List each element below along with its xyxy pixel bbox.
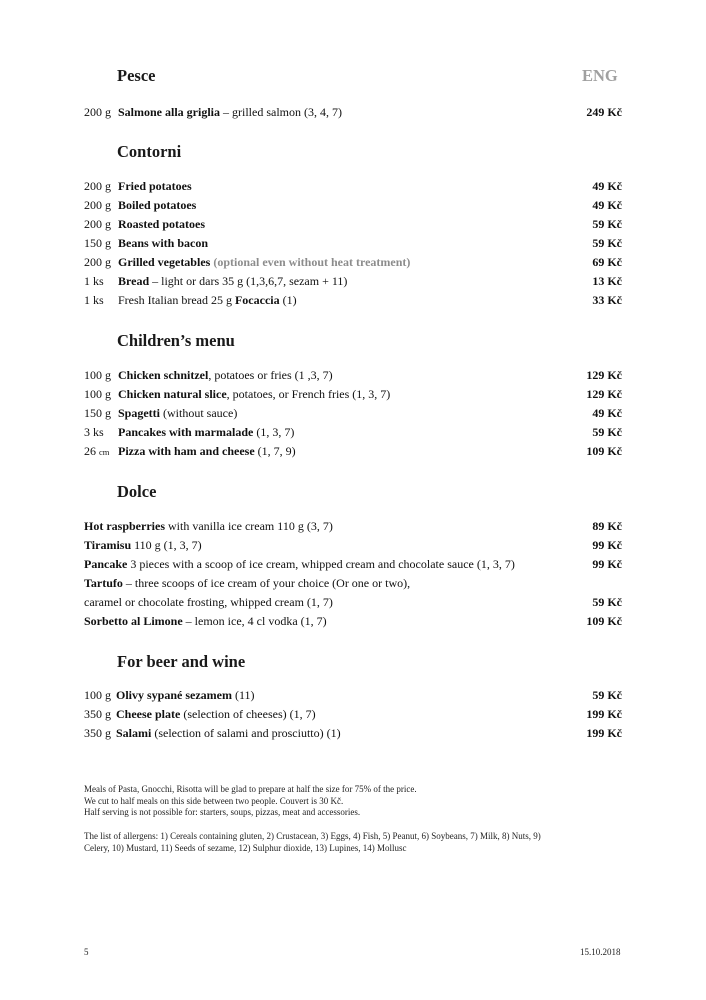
menu-item — [84, 517, 622, 535]
item-price: 49 Kč — [592, 406, 622, 420]
menu-item — [84, 196, 622, 214]
menu-item — [84, 291, 622, 309]
item-quantity-unit: cm — [99, 447, 110, 457]
item-description: (selection of salami and prosciutto) (1) — [151, 726, 341, 740]
menu-item — [84, 385, 622, 403]
item-price: 59 Kč — [592, 425, 622, 439]
note-couvert: We cut to half meals on this side between two people. Couvert is 30 Kč. — [84, 795, 344, 806]
item-description: 3 pieces with a scoop of ice cream, whipped cream and chocolate sauce (1, 3, 7) — [127, 557, 515, 571]
item-description: (1) — [279, 293, 297, 307]
item-name: Chicken schnitzel — [118, 368, 209, 382]
item-price: 59 Kč — [592, 236, 622, 250]
note-half-serving: Half serving is not possible for: starters, soups, pizzas, meat and accessories. — [84, 807, 361, 817]
item-name: Spagetti — [118, 406, 160, 420]
item-name: Hot raspberries — [84, 519, 165, 533]
section-title-dolce: Dolce — [117, 482, 157, 501]
menu-item — [84, 686, 622, 704]
item-price: 129 Kč — [586, 387, 622, 401]
notes-block — [84, 784, 417, 819]
menu-item — [84, 724, 622, 742]
item-name: Focaccia — [234, 293, 280, 307]
menu-item — [84, 574, 622, 592]
section-title-beer-wine: For beer and wine — [117, 652, 246, 671]
item-price: 99 Kč — [592, 538, 622, 552]
item-quantity: 350 g — [84, 707, 111, 721]
item-price: 99 Kč — [592, 557, 622, 571]
section-title-pesce: Pesce — [117, 66, 156, 85]
item-name: Grilled vegetables — [118, 255, 211, 269]
menu-item — [84, 442, 622, 460]
menu-item — [84, 177, 622, 195]
item-description: – grilled salmon (3, 4, 7) — [220, 105, 342, 119]
menu-item — [84, 705, 622, 723]
menu-item — [84, 423, 622, 441]
item-name: Bread — [118, 274, 150, 288]
item-price: 13 Kč — [592, 274, 622, 288]
item-price: 89 Kč — [592, 519, 622, 533]
item-name: Olivy sypané sezamem — [116, 688, 232, 702]
item-name: Sorbetto al Limone — [84, 614, 183, 628]
menu-item — [84, 234, 622, 252]
item-description: (11) — [232, 688, 255, 702]
item-quantity-number: 26 — [84, 444, 96, 458]
allergens-block — [84, 831, 541, 854]
menu-item — [84, 272, 622, 290]
item-price: 199 Kč — [586, 726, 622, 740]
note-half-size: Meals of Pasta, Gnocchi, Risotta will be glad to prepare at half the size for 75% of the price. — [84, 784, 417, 794]
item-price: 249 Kč — [586, 105, 622, 119]
menu-item — [84, 366, 622, 384]
item-quantity — [84, 442, 109, 461]
item-quantity: 1 ks — [84, 274, 104, 288]
section-title-children: Children’s menu — [117, 331, 235, 350]
item-description: – lemon ice, 4 cl vodka (1, 7) — [182, 614, 327, 628]
item-name: Chicken natural slice — [118, 387, 227, 401]
menu-item — [84, 555, 622, 573]
item-quantity: 100 g — [84, 387, 111, 401]
language-label: ENG — [582, 66, 618, 85]
item-note: (optional even without heat treatment) — [210, 255, 411, 269]
item-quantity: 100 g — [84, 688, 111, 702]
item-quantity: 1 ks — [84, 293, 104, 307]
menu-item — [84, 215, 622, 233]
item-price: 129 Kč — [586, 368, 622, 382]
menu-item-continuation — [84, 593, 622, 611]
menu-item — [84, 103, 622, 121]
item-description: , potatoes or fries (1 ,3, 7) — [208, 368, 333, 382]
item-name: Roasted potatoes — [118, 217, 205, 231]
item-name: Cheese plate — [116, 707, 181, 721]
item-quantity: 200 g — [84, 179, 111, 193]
menu-item — [84, 404, 622, 422]
menu-item — [84, 536, 622, 554]
menu-item — [84, 612, 622, 630]
item-quantity: 200 g — [84, 255, 111, 269]
item-description: with vanilla ice cream 110 g (3, 7) — [164, 519, 333, 533]
document-date: 15.10.2018 — [580, 947, 621, 957]
item-quantity: 150 g — [84, 236, 111, 250]
item-price: 59 Kč — [592, 688, 622, 702]
item-price: 109 Kč — [586, 444, 622, 458]
item-price: 49 Kč — [592, 198, 622, 212]
item-quantity: 200 g — [84, 217, 111, 231]
item-description: (1, 3, 7) — [253, 425, 295, 439]
item-name: Pancakes with marmalade — [118, 425, 254, 439]
menu-item — [84, 253, 622, 271]
item-name: Fried potatoes — [118, 179, 192, 193]
item-quantity: 200 g — [84, 198, 111, 212]
section-title-contorni: Contorni — [117, 142, 182, 161]
item-quantity: 100 g — [84, 368, 111, 382]
item-description: – three scoops of ice cream of your choice (Or one or two), — [122, 576, 411, 590]
page-number: 5 — [84, 947, 89, 957]
item-price: 33 Kč — [592, 293, 622, 307]
item-description: (1, 7, 9) — [254, 444, 296, 458]
item-description: (selection of cheeses) (1, 7) — [180, 707, 316, 721]
allergens-line-2: Celery, 10) Mustard, 11) Seeds of sezame, 12) Sulphur dioxide, 13) Lupines, 14) Mollusc — [84, 842, 407, 853]
item-name: Boiled potatoes — [118, 198, 197, 212]
allergens-line-1: The list of allergens: 1) Cereals containing gluten, 2) Crustacean, 3) Eggs, 4) Fish, 5) Peanut, 6) Soybeans, 7) Milk, 8) Nuts, 9) — [84, 831, 541, 841]
item-quantity: 350 g — [84, 726, 111, 740]
item-price: 69 Kč — [592, 255, 622, 269]
item-quantity: 3 ks — [84, 425, 104, 439]
item-description: , potatoes, or French fries (1, 3, 7) — [226, 387, 391, 401]
item-quantity: 200 g — [84, 105, 111, 119]
item-description: caramel or chocolate frosting, whipped cream (1, 7) — [84, 595, 333, 609]
item-name: Pancake — [84, 557, 128, 571]
item-name: Beans with bacon — [118, 236, 209, 250]
item-price: 199 Kč — [586, 707, 622, 721]
item-name: Tartufo — [84, 576, 123, 590]
item-price: 59 Kč — [592, 595, 622, 609]
item-prefix: Fresh Italian bread 25 g — [118, 293, 235, 307]
item-description: – light or dars 35 g (1,3,6,7, sezam + 11) — [149, 274, 348, 288]
item-description: (without sauce) — [160, 406, 238, 420]
item-description: 110 g (1, 3, 7) — [131, 538, 202, 552]
item-price: 109 Kč — [586, 614, 622, 628]
item-name: Tiramisu — [84, 538, 132, 552]
item-price: 59 Kč — [592, 217, 622, 231]
item-price: 49 Kč — [592, 179, 622, 193]
item-name: Salmone alla griglia — [118, 105, 220, 119]
item-name: Salami — [116, 726, 152, 740]
item-name: Pizza with ham and cheese — [118, 444, 255, 458]
item-quantity: 150 g — [84, 406, 111, 420]
